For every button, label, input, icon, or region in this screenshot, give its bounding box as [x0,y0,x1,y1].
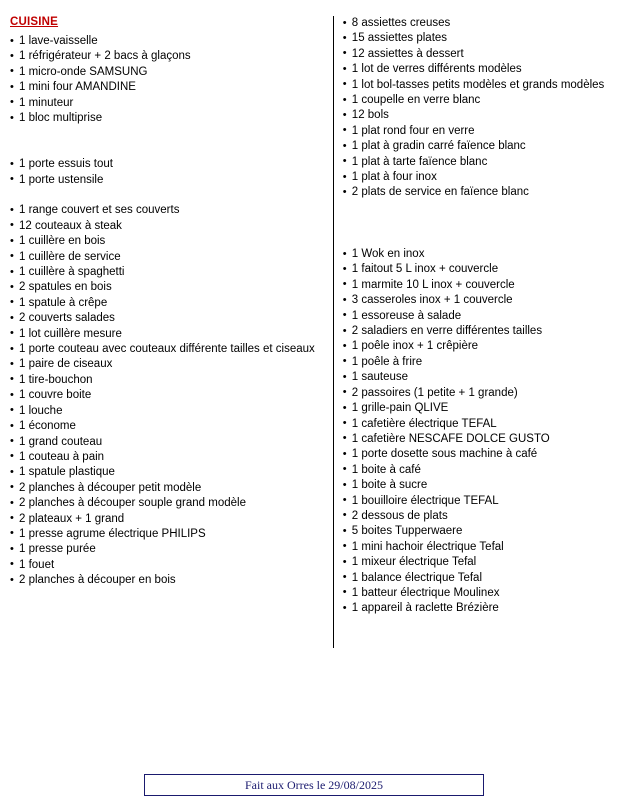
list-spacer [343,232,618,247]
list-item: • 1 presse purée [10,542,315,557]
right-column [315,16,618,617]
list-item: • 1 porte dosette sous machine à café [343,447,618,462]
list-item: • 15 assiettes plates [343,31,618,46]
list-item: • 1 presse agrume électrique PHILIPS [10,527,315,542]
list-item: • 12 couteaux à steak [10,219,315,234]
list-item: • 1 couteau à pain [10,450,315,465]
list-item: • 1 couvre boite [10,388,315,403]
list-item: • 1 essoreuse à salade [343,309,618,324]
list-item: • 1 sauteuse [343,370,618,385]
list-item: • 2 plateaux + 1 grand [10,512,315,527]
list-item: • 1 minuteur [10,96,315,111]
list-item: • 2 plats de service en faïence blanc [343,185,618,200]
list-item: • 1 lot de verres différents modèles [343,62,618,77]
left-column [10,16,315,589]
list-item: • 2 spatules en bois [10,280,315,295]
list-item: • 1 paire de ciseaux [10,357,315,372]
list-item: • 1 balance électrique Tefal [343,571,618,586]
list-item: • 1 fouet [10,558,315,573]
list-item: • 1 louche [10,404,315,419]
list-spacer [343,201,618,216]
list-item: • 1 coupelle en verre blanc [343,93,618,108]
list-item: • 1 lot cuillère mesure [10,327,315,342]
list-item: • 1 micro-onde SAMSUNG [10,65,315,80]
list-item: • 1 poêle à frire [343,355,618,370]
list-item: • 2 planches à découper en bois [10,573,315,588]
section-title: CUISINE [10,16,59,28]
list-item: • 12 assiettes à dessert [343,47,618,62]
list-item: • 1 cafetière NESCAFE DOLCE GUSTO [343,432,618,447]
list-item: • 12 bols [343,108,618,123]
list-item: • 1 appareil à raclette Brézière [343,601,618,616]
list-item: • 1 plat rond four en verre [343,124,618,139]
list-item: • 2 passoires (1 petite + 1 grande) [343,386,618,401]
list-item: • 1 faitout 5 L inox + couvercle [343,262,618,277]
list-item: • 1 porte couteau avec couteaux différente tailles et ciseaux [10,342,315,357]
list-item: • 1 réfrigérateur + 2 bacs à glaçons [10,49,315,64]
list-item: • 3 casseroles inox + 1 couvercle [343,293,618,308]
list-item: • 1 grille-pain QLIVE [343,401,618,416]
list-item: • 1 range couvert et ses couverts [10,203,315,218]
list-item: • 1 bloc multiprise [10,111,315,126]
list-item: • 1 boite à café [343,463,618,478]
two-column-layout [10,16,618,656]
list-item: • 1 cuillère en bois [10,234,315,249]
list-item: • 1 cuillère de service [10,250,315,265]
list-item: • 1 porte ustensile [10,173,315,188]
list-item: • 2 saladiers en verre différentes tailles [343,324,618,339]
list-item: • 1 mixeur électrique Tefal [343,555,618,570]
list-item: • 1 cafetière électrique TEFAL [343,417,618,432]
list-item: • 1 batteur électrique Moulinex [343,586,618,601]
list-spacer [343,216,618,231]
column-divider [333,16,334,648]
list-item: • 2 dessous de plats [343,509,618,524]
list-item: • 2 couverts salades [10,311,315,326]
footer-date-text: Fait aux Orres le 29/08/2025 [245,777,383,792]
list-spacer [10,188,315,203]
list-item: • 1 marmite 10 L inox + couvercle [343,278,618,293]
list-item: • 1 plat à four inox [343,170,618,185]
list-item: • 1 cuillère à spaghetti [10,265,315,280]
list-item: • 1 plat à gradin carré faïence blanc [343,139,618,154]
list-item: • 1 lave-vaisselle [10,34,315,49]
list-item: • 1 lot bol-tasses petits modèles et grands modèles [343,78,618,93]
list-item: • 1 bouilloire électrique TEFAL [343,494,618,509]
list-item: • 1 grand couteau [10,435,315,450]
list-item: • 1 mini four AMANDINE [10,80,315,95]
list-item: • 8 assiettes creuses [343,16,618,31]
list-item: • 1 plat à tarte faïence blanc [343,155,618,170]
list-item: • 1 mini hachoir électrique Tefal [343,540,618,555]
list-item: • 1 porte essuis tout [10,157,315,172]
list-item: • 1 spatule plastique [10,465,315,480]
footer-box [144,774,484,796]
list-item: • 2 planches à découper souple grand modèle [10,496,315,511]
list-spacer [10,126,315,141]
list-item: • 1 économe [10,419,315,434]
list-item: • 1 boite à sucre [343,478,618,493]
right-inventory-list [343,16,618,617]
left-inventory-list [10,34,315,589]
list-item: • 2 planches à découper petit modèle [10,481,315,496]
list-spacer [10,142,315,157]
list-item: • 1 tire-bouchon [10,373,315,388]
list-item: • 1 poêle inox + 1 crêpière [343,339,618,354]
list-item: • 1 Wok en inox [343,247,618,262]
list-item: • 1 spatule à crêpe [10,296,315,311]
list-item: • 5 boites Tupperwaere [343,524,618,539]
